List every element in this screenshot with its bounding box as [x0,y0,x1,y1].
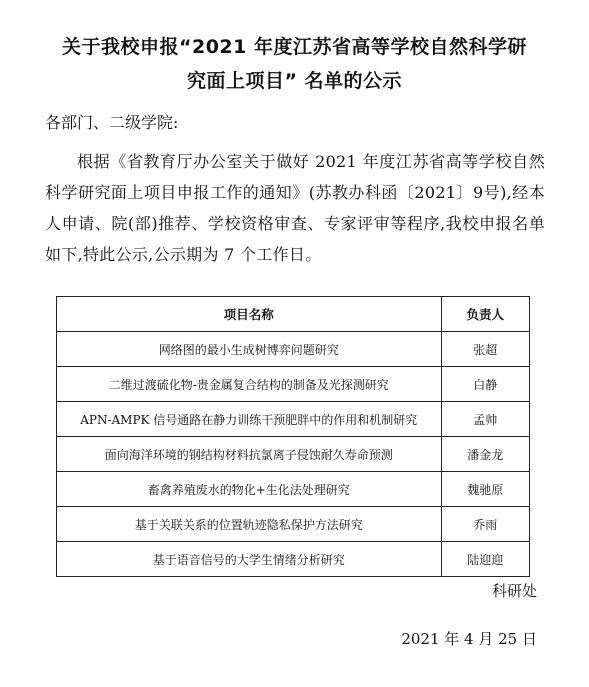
greeting: 各部门、二级学院: [45,113,179,132]
notice-title-line2: 究面上项目” 名单的公示 [186,70,403,92]
table-row [57,402,530,437]
project-name-cell: 基于语音信号的大学生情绪分析研究 [57,542,442,577]
table-row [57,542,530,577]
table-row [57,507,530,542]
project-name-cell: 面向海洋环境的钢结构材料抗氯离子侵蚀耐久寿命预测 [57,437,442,472]
leader-cell: 陆迎迎 [441,542,529,577]
leader-cell: 张超 [441,332,529,367]
table-row [57,472,530,507]
signature-date: 2021 年 4 月 25 日 [401,630,537,648]
header-project-name: 项目名称 [57,297,442,332]
header-leader: 负责人 [441,297,529,332]
notice-title-line1: 关于我校申报“2021 年度江苏省高等学校自然科学研 [62,36,527,58]
project-name-cell: 网络图的最小生成树博弈问题研究 [57,332,442,367]
project-name-cell: APN-AMPK 信号通路在静力训练干预肥胖中的作用和机制研究 [57,402,442,437]
leader-cell: 白静 [441,367,529,402]
table-row [57,437,530,472]
leader-cell: 乔雨 [441,507,529,542]
signature-org: 科研处 [491,582,537,600]
table-row [57,367,530,402]
project-name-cell: 基于关联关系的位置轨迹隐私保护方法研究 [57,507,442,542]
leader-cell: 魏驰原 [441,472,529,507]
table-row [57,332,530,367]
leader-cell: 孟帅 [441,402,529,437]
notice-body: 根据《省教育厅办公室关于做好 2021 年度江苏省高等学校自然科学研究面上项目申报工作的通知》(苏教办科函〔2021〕9号),经本人申请、院(部)推荐、学校资格审查、专家评审等程序,我校申报名单如下,特此公示,公示期为 7 个工作日。 [45,152,545,264]
project-name-cell: 二维过渡硫化物-贵金属复合结构的制备及光探测研究 [57,367,442,402]
project-table [56,296,530,577]
table-header-row [57,297,530,332]
project-name-cell: 畜禽养殖废水的物化+生化法处理研究 [57,472,442,507]
leader-cell: 潘金龙 [441,437,529,472]
